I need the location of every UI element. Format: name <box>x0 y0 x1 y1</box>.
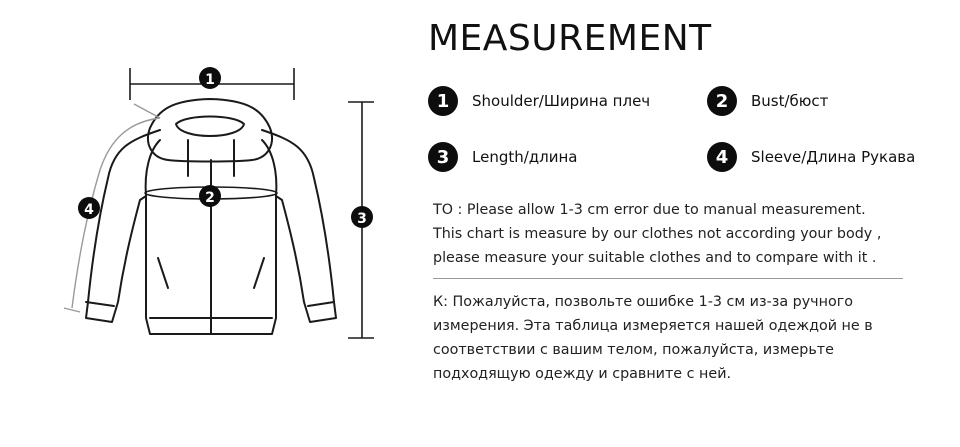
number-badge-4: 4 <box>707 142 737 172</box>
diagram-marker-2 <box>199 185 221 207</box>
number-badge-2: 2 <box>707 86 737 116</box>
hoodie-diagram <box>0 0 420 447</box>
legend-item-shoulder <box>428 86 650 116</box>
number-badge-1: 1 <box>428 86 458 116</box>
legend-item-sleeve <box>707 142 915 172</box>
hood-inner <box>176 117 244 137</box>
legend-label-sleeve: Sleeve/Длина Рукава <box>751 148 916 166</box>
legend-item-bust <box>707 86 828 116</box>
pocket-left <box>158 258 168 288</box>
legend-label-shoulder: Shoulder/Ширина плеч <box>472 92 651 110</box>
hood-outline <box>148 99 272 162</box>
legend-label-bust: Bust/бюст <box>751 92 829 110</box>
svg-text:1: 1 <box>205 72 215 88</box>
diagram-marker-3 <box>351 206 373 228</box>
divider <box>433 278 903 279</box>
left-cuff <box>86 302 114 306</box>
seam-left <box>146 140 160 196</box>
legend-label-length: Length/длина <box>472 148 578 166</box>
svg-text:3: 3 <box>357 211 367 227</box>
svg-text:4: 4 <box>84 202 94 218</box>
diagram-marker-1 <box>199 67 221 89</box>
pocket-right <box>254 258 264 288</box>
right-cuff <box>308 302 334 306</box>
diagram-marker-4 <box>78 197 100 219</box>
seam-right <box>262 140 276 196</box>
page-title: MEASUREMENT <box>428 18 712 59</box>
legend-item-length <box>428 142 578 172</box>
svg-text:2: 2 <box>205 190 215 206</box>
note-russian: К: Пожалуйста, позвольте ошибке 1-3 см из-за ручного измерения. Эта таблица измеряется нашей одеждой не в соответствии с вашим телом, пожалуйста, измерьте подходящую одежду и сравните с ней. <box>433 294 873 382</box>
number-badge-3: 3 <box>428 142 458 172</box>
note-english: TO : Please allow 1-3 cm error due to manual measurement. This chart is measure by our clothes not according your body , please measure your suitable clothes and to compare with it . <box>433 202 882 266</box>
